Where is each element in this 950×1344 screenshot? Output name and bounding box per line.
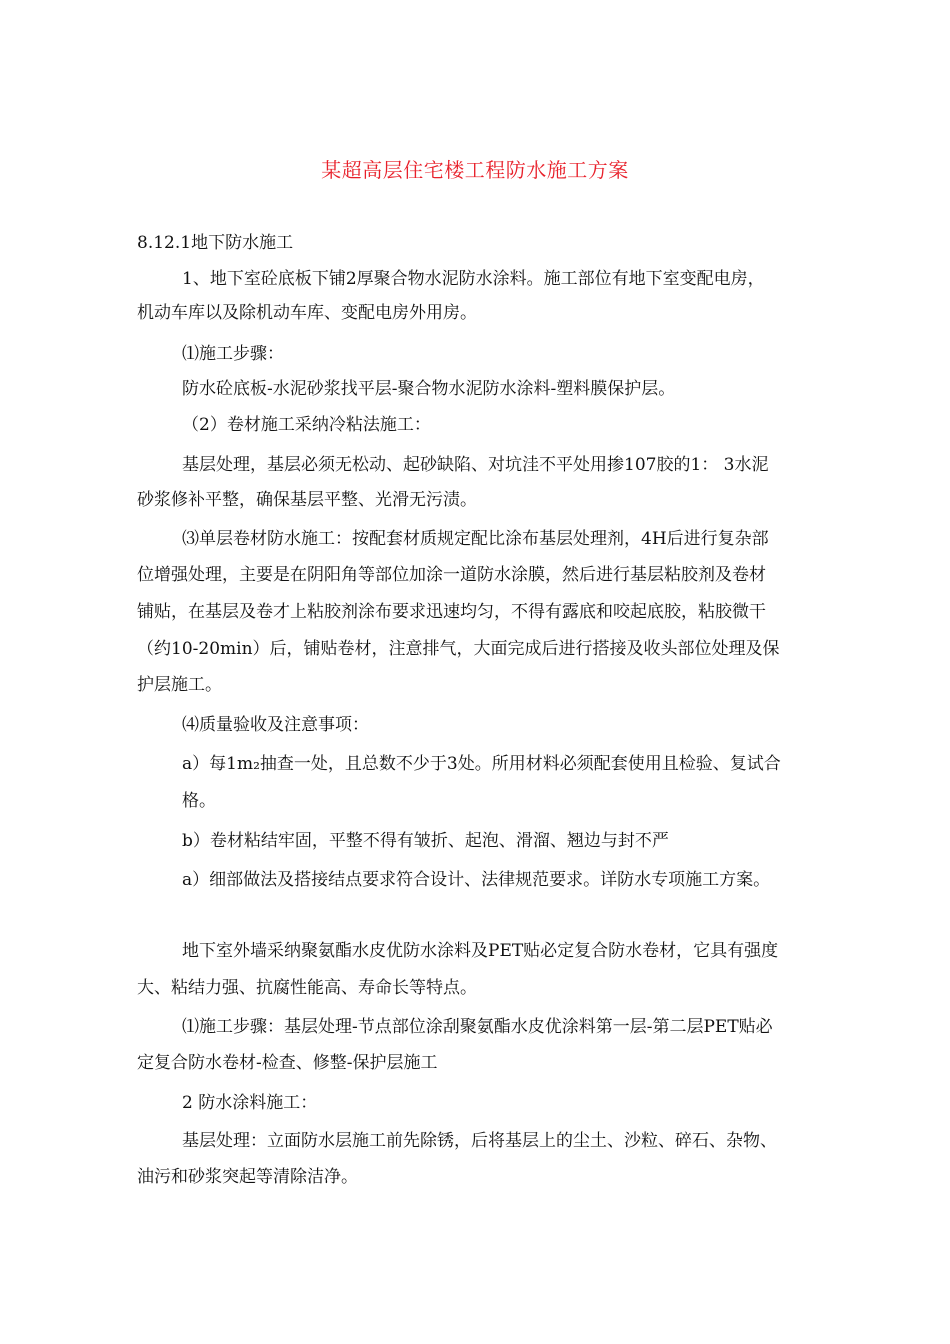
paragraph-line: （2）卷材施工采纳冷粘法施工： [182, 415, 431, 435]
paragraph-line: 2 防水涂料施工： [182, 1093, 318, 1113]
paragraph-line: 1、地下室砼底板下铺2厚聚合物水泥防水涂料。施工部位有地下室变配电房， [182, 269, 765, 289]
paragraph-line: ⑴施工步骤：基层处理-节点部位涂刮聚氨酯水皮优涂料第一层-第二层PET贴必 [182, 1017, 773, 1037]
paragraph-line: ⑶单层卷材防水施工：按配套材质规定配比涂布基层处理剂，4H后进行复杂部 [182, 529, 769, 549]
paragraph-line: 机动车库以及除机动车库、变配电房外用房。 [137, 303, 477, 323]
paragraph-line: 大、粘结力强、抗腐性能高、寿命长等特点。 [137, 978, 477, 998]
section-heading: 8.12.1地下防水施工 [137, 233, 294, 253]
paragraph-line: 基层处理：立面防水层施工前先除锈，后将基层上的尘土、沙粒、碎石、杂物、 [182, 1131, 777, 1151]
paragraph-line: ⑷质量验收及注意事项： [182, 715, 369, 735]
paragraph-line: 格。 [182, 791, 216, 811]
paragraph-line: a）细部做法及搭接结点要求符合设计、法律规范要求。详防水专项施工方案。 [182, 870, 771, 890]
paragraph-line: 护层施工。 [137, 675, 222, 695]
paragraph-line: 铺贴，在基层及卷才上粘胶剂涂布要求迅速均匀，不得有露底和咬起底胶，粘胶微干 [137, 602, 766, 622]
paragraph-line: 地下室外墙采纳聚氨酯水皮优防水涂料及PET贴必定复合防水卷材，它具有强度 [182, 941, 779, 961]
paragraph-line: b）卷材粘结牢固，平整不得有皱折、起泡、滑溜、翘边与封不严 [182, 831, 669, 851]
paragraph-line: ⑴施工步骤： [182, 344, 284, 364]
document-title: 某超高层住宅楼工程防水施工方案 [321, 158, 629, 182]
paragraph-line: （约10-20min）后，铺贴卷材，注意排气，大面完成后进行搭接及收头部位处理及保 [137, 639, 780, 659]
paragraph-line: 基层处理，基层必须无松动、起砂缺陷、对坑洼不平处用掺107胶的1： 3水泥 [182, 455, 769, 475]
paragraph-line: 砂浆修补平整，确保基层平整、光滑无污渍。 [137, 490, 477, 510]
paragraph-line: 位增强处理，主要是在阴阳角等部位加涂一道防水涂膜，然后进行基层粘胶剂及卷材 [137, 565, 766, 585]
paragraph-line: 防水砼底板-水泥砂浆找平层-聚合物水泥防水涂料-塑料膜保护层。 [182, 379, 676, 399]
paragraph-line: a）每1m₂抽查一处，且总数不少于3处。所用材料必须配套使用且检验、复试合 [182, 754, 781, 774]
paragraph-line: 油污和砂浆突起等清除洁净。 [137, 1167, 358, 1187]
paragraph-line: 定复合防水卷材-检查、修整-保护层施工 [137, 1053, 438, 1073]
